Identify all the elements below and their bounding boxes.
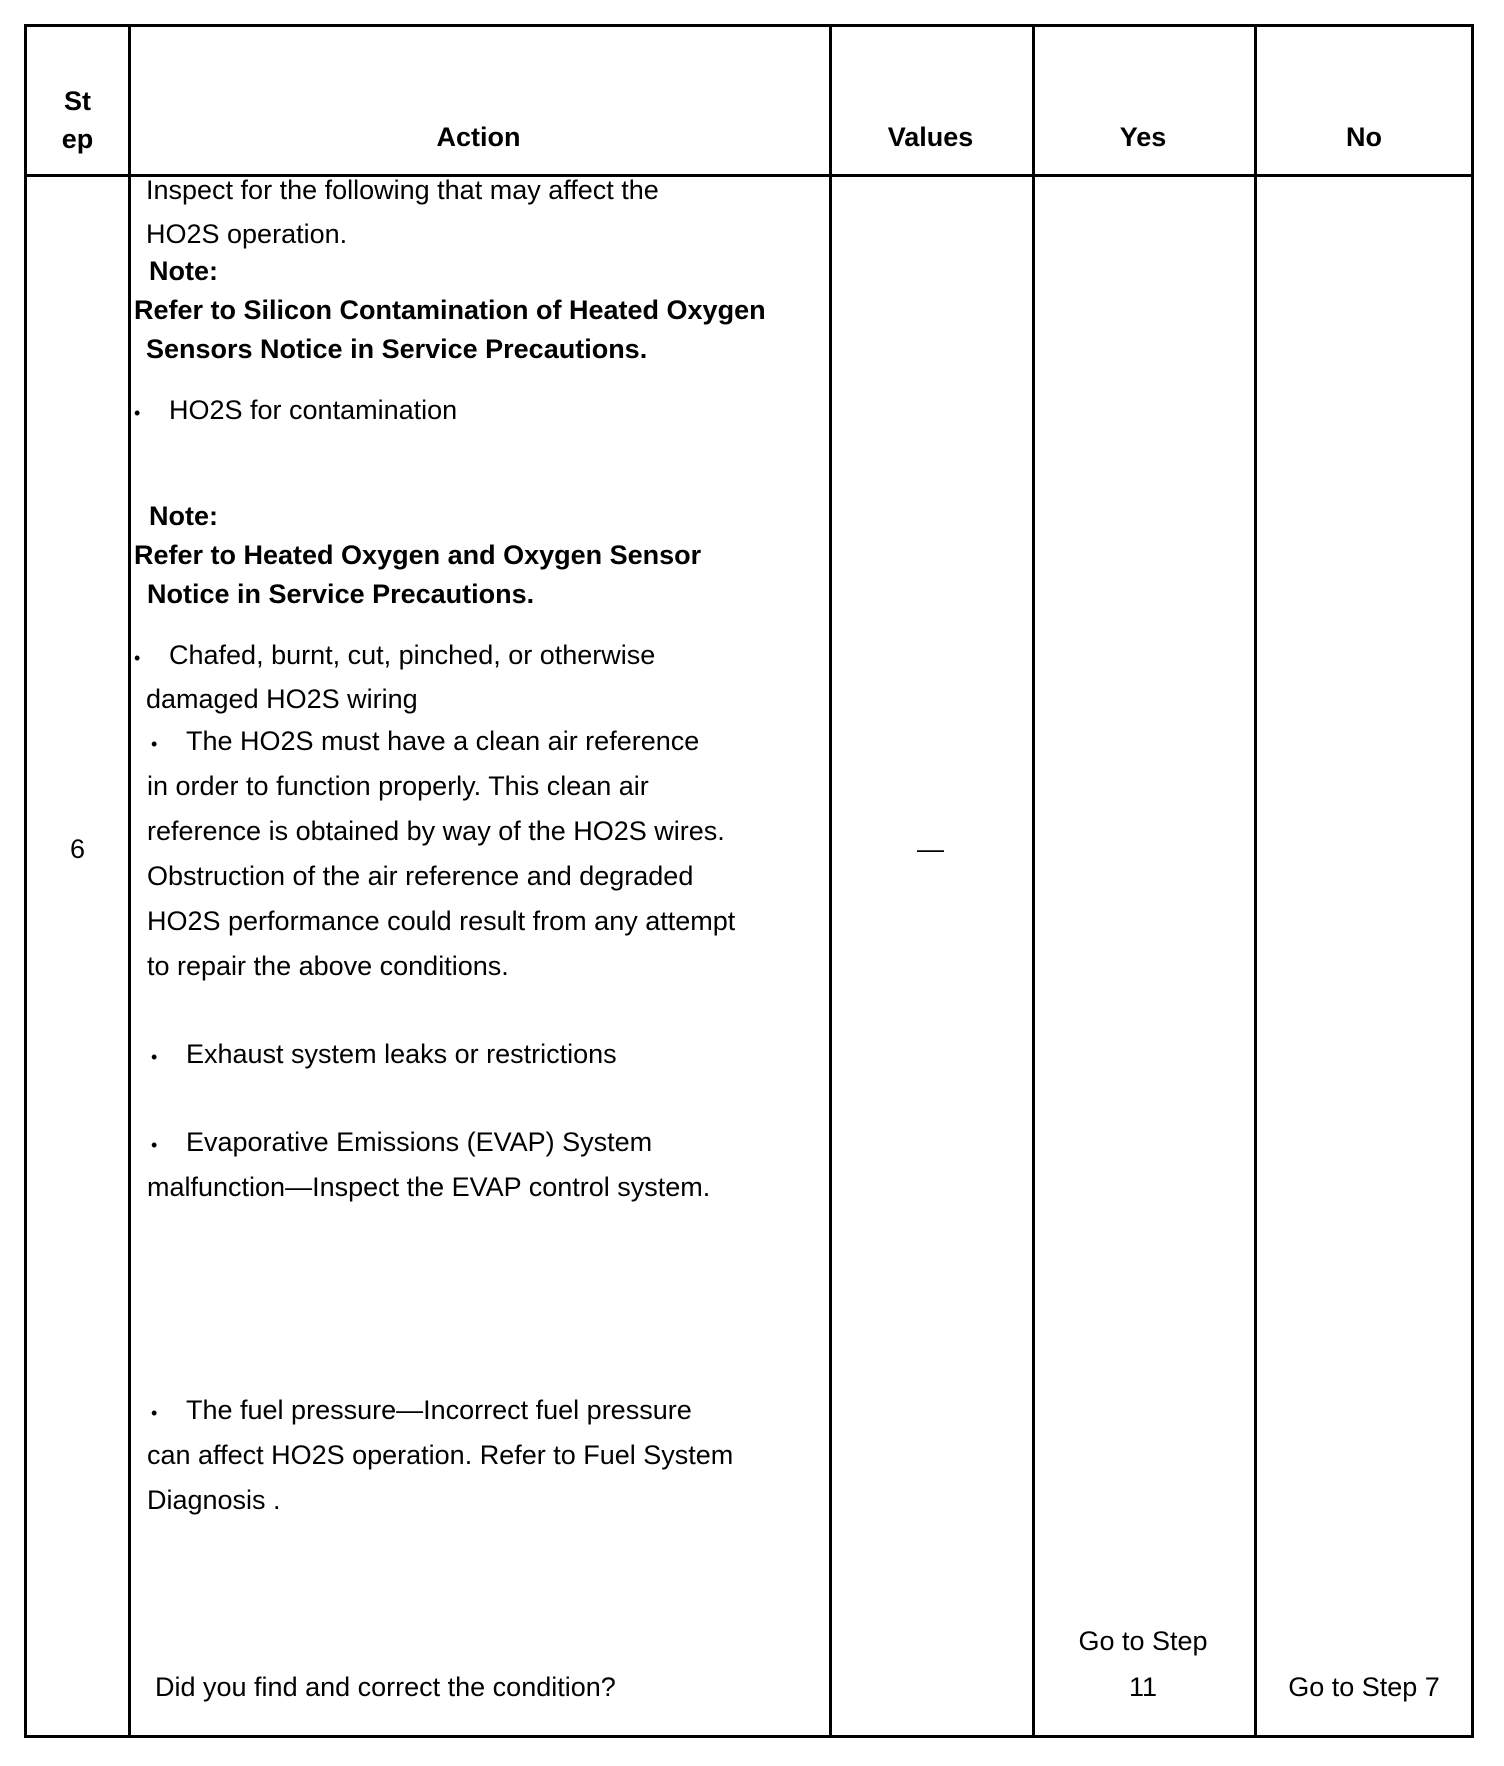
no-text: Go to Step 7 [1288, 1672, 1440, 1702]
bullet-icon: • [134, 403, 141, 423]
item6-line3: Diagnosis . [147, 1485, 281, 1515]
item3-line2: in order to function properly. This clean air [147, 771, 649, 801]
bullet-icon: • [134, 648, 141, 668]
header-values: Values [887, 122, 974, 152]
item4-text: Exhaust system leaks or restrictions [186, 1039, 617, 1069]
header-step [27, 82, 128, 158]
item6-line1: The fuel pressure—Incorrect fuel pressure [186, 1395, 692, 1425]
item3-line4: Obstruction of the air reference and degraded [147, 861, 694, 891]
value-dash: — [917, 834, 944, 864]
column-divider [829, 27, 832, 1735]
bullet-item-4 [151, 1032, 617, 1079]
header-no: No [1346, 122, 1382, 152]
item2-line2: damaged HO2S wiring [146, 684, 418, 714]
item5-line1: Evaporative Emissions (EVAP) System [186, 1127, 653, 1157]
yes-line1: Go to Step [1078, 1626, 1208, 1656]
bullet-item-1 [134, 388, 457, 435]
bullet-item-3 [151, 719, 699, 766]
bullet-icon: • [151, 1403, 158, 1423]
question-text: Did you find and correct the condition? [155, 1672, 616, 1702]
column-divider [1032, 27, 1035, 1735]
action-intro-line1: Inspect for the following that may affect the [146, 175, 659, 205]
header-yes: Yes [1119, 122, 1167, 152]
item1-text: HO2S for contamination [169, 395, 458, 425]
item3-line6: to repair the above conditions. [147, 951, 509, 981]
item2-line1: Chafed, burnt, cut, pinched, or otherwise [169, 640, 656, 670]
note2-label: Note: [149, 501, 218, 531]
bullet-icon: • [151, 734, 158, 754]
note2-line2: Notice in Service Precautions. [147, 579, 535, 609]
header-action: Action [436, 122, 521, 152]
item3-line1: The HO2S must have a clean air reference [186, 726, 700, 756]
item3-line3: reference is obtained by way of the HO2S wires. [147, 816, 725, 846]
item5-line2: malfunction—Inspect the EVAP control system. [147, 1172, 711, 1202]
header-step-line2: ep [61, 124, 94, 154]
item3-line5: HO2S performance could result from any attempt [147, 906, 736, 936]
action-intro-line2: HO2S operation. [146, 219, 348, 249]
column-divider [1254, 27, 1257, 1735]
diagnostic-table [24, 24, 1474, 1738]
header-step-line1: St [64, 86, 91, 116]
bullet-item-2 [134, 633, 655, 680]
note1-line2: Sensors Notice in Service Precautions. [146, 334, 648, 364]
item6-line2: can affect HO2S operation. Refer to Fuel System [147, 1440, 734, 1470]
bullet-icon: • [151, 1135, 158, 1155]
step-number: 6 [69, 834, 86, 864]
note1-line1: Refer to Silicon Contamination of Heated Oxygen [134, 295, 766, 325]
note2-line1: Refer to Heated Oxygen and Oxygen Sensor [134, 540, 702, 570]
bullet-icon: • [151, 1047, 158, 1067]
column-divider [128, 27, 131, 1735]
bullet-item-5 [151, 1120, 652, 1167]
bullet-item-6 [151, 1388, 692, 1435]
note1-label: Note: [149, 256, 218, 286]
yes-line2: 11 [1128, 1672, 1158, 1702]
